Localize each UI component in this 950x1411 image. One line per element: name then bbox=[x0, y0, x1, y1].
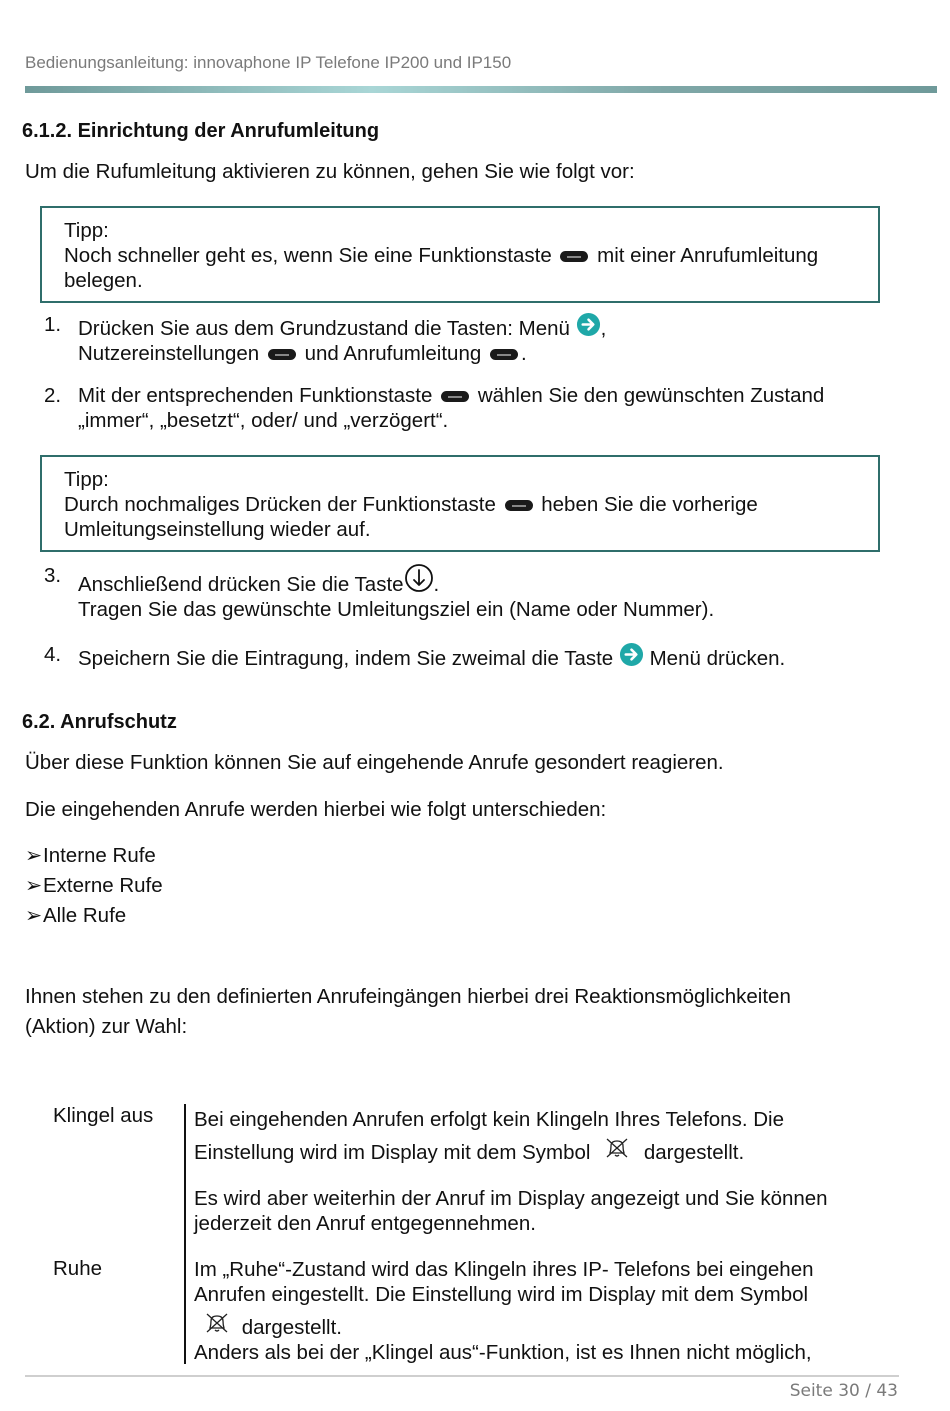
step-text: . bbox=[433, 573, 440, 596]
step-text: Mit der entsprechenden Funktionstaste bbox=[78, 384, 433, 407]
down-arrow-icon bbox=[404, 563, 434, 593]
tip-label: Tipp: bbox=[64, 219, 109, 242]
paragraph: Die eingehenden Anrufe werden hierbei wie folgt unterschieden: bbox=[25, 798, 607, 821]
step-number: 3. bbox=[44, 564, 62, 587]
tip-text-line bbox=[64, 492, 856, 517]
step-text: wählen Sie den gewünschten Zustand bbox=[477, 384, 825, 407]
step-text: . bbox=[520, 342, 527, 365]
tip-text: Umleitungseinstellung wieder auf. bbox=[64, 518, 371, 541]
table-row-label: Klingel aus bbox=[53, 1104, 154, 1127]
cell-text: dargestellt. bbox=[643, 1141, 745, 1164]
step-text: Anschließend drücken Sie die Taste bbox=[78, 573, 404, 596]
table-row-label: Ruhe bbox=[53, 1257, 103, 1280]
step-text: „immer“, „besetzt“, oder/ und „verzögert“. bbox=[78, 409, 449, 432]
step-4 bbox=[44, 642, 904, 670]
cell-text: Einstellung wird im Display mit dem Symbol bbox=[194, 1141, 591, 1164]
bullet-list bbox=[25, 841, 163, 931]
table-cell bbox=[194, 1186, 894, 1236]
step-number: 4. bbox=[44, 643, 62, 666]
header-divider bbox=[25, 86, 937, 93]
list-item-text: Externe Rufe bbox=[43, 874, 163, 897]
function-key-icon bbox=[268, 349, 296, 360]
tip-label: Tipp: bbox=[64, 468, 109, 491]
step-text: und Anrufumleitung bbox=[304, 342, 482, 365]
cell-text: Im „Ruhe“-Zustand wird das Klingeln ihres IP- Telefons bei eingehen bbox=[194, 1258, 814, 1281]
function-key-icon bbox=[560, 251, 588, 262]
cell-text: Anrufen eingestellt. Die Einstellung wird im Display mit dem Symbol bbox=[194, 1283, 809, 1306]
cell-text: Bei eingehenden Anrufen erfolgt kein Klingeln Ihres Telefons. Die bbox=[194, 1108, 784, 1131]
list-item bbox=[25, 901, 163, 931]
tip-box-2 bbox=[40, 455, 880, 552]
step-number: 2. bbox=[44, 384, 62, 407]
step-text: Nutzereinstellungen bbox=[78, 342, 260, 365]
tip-text: Noch schneller geht es, wenn Sie eine Funktionstaste bbox=[64, 244, 552, 267]
step-text: Tragen Sie das gewünschte Umleitungsziel ein (Name oder Nummer). bbox=[78, 598, 715, 621]
page-number: Seite 30 / 43 bbox=[789, 1381, 898, 1401]
list-item bbox=[25, 841, 163, 871]
menu-arrow-icon bbox=[576, 312, 601, 337]
list-item bbox=[25, 871, 163, 901]
cell-text: Es wird aber weiterhin der Anruf im Display angezeigt und Sie können bbox=[194, 1187, 828, 1210]
step-text: Drücken Sie aus dem Grundzustand die Tasten: Menü bbox=[78, 317, 570, 340]
bullet-arrow-icon: ➢ bbox=[25, 904, 43, 927]
cell-text: jederzeit den Anruf entgegennehmen. bbox=[194, 1212, 536, 1235]
paragraph-line: (Aktion) zur Wahl: bbox=[25, 1015, 188, 1038]
function-key-icon bbox=[441, 391, 469, 402]
step-1 bbox=[44, 312, 904, 364]
table-cell bbox=[194, 1257, 894, 1365]
tip-text: Durch nochmaliges Drücken der Funktionstaste bbox=[64, 493, 496, 516]
step-3 bbox=[44, 563, 904, 621]
section-heading-612: 6.1.2. Einrichtung der Anrufumleitung bbox=[22, 120, 380, 142]
bell-off-icon bbox=[604, 1136, 630, 1160]
step-text: , bbox=[600, 317, 607, 340]
bullet-arrow-icon: ➢ bbox=[25, 844, 43, 867]
table-cell bbox=[194, 1104, 894, 1169]
tip-text: mit einer Anrufumleitung bbox=[597, 244, 819, 267]
tip-box-1 bbox=[40, 206, 880, 303]
step-text: Speichern Sie die Eintragung, indem Sie zweimal die Taste bbox=[78, 647, 614, 670]
step-2 bbox=[44, 383, 904, 435]
step-number: 1. bbox=[44, 313, 62, 336]
paragraph: Über diese Funktion können Sie auf eingehende Anrufe gesondert reagieren. bbox=[25, 751, 724, 774]
function-key-icon bbox=[505, 500, 533, 511]
bullet-arrow-icon: ➢ bbox=[25, 874, 43, 897]
table-divider bbox=[184, 1104, 186, 1364]
tip-text-line bbox=[64, 243, 856, 268]
cell-text: dargestellt. bbox=[241, 1316, 342, 1339]
paragraph-line: Ihnen stehen zu den definierten Anrufeingängen hierbei drei Reaktionsmöglichkeiten bbox=[25, 985, 791, 1008]
function-key-icon bbox=[490, 349, 518, 360]
list-item-text: Alle Rufe bbox=[43, 904, 127, 927]
paragraph bbox=[25, 982, 791, 1042]
bell-off-icon bbox=[204, 1311, 230, 1335]
step-text: Menü drücken. bbox=[649, 647, 786, 670]
menu-arrow-icon bbox=[619, 642, 644, 667]
footer-divider bbox=[25, 1375, 899, 1377]
section-heading-62: 6.2. Anrufschutz bbox=[22, 711, 177, 733]
cell-text: Anders als bei der „Klingel aus“-Funktion, ist es Ihnen nicht möglich, bbox=[194, 1341, 812, 1364]
header-title: Bedienungsanleitung: innovaphone IP Telefone IP200 und IP150 bbox=[25, 53, 512, 72]
list-item-text: Interne Rufe bbox=[43, 844, 156, 867]
tip-text: heben Sie die vorherige bbox=[541, 493, 758, 516]
tip-text: belegen. bbox=[64, 269, 143, 292]
section-intro: Um die Rufumleitung aktivieren zu können, gehen Sie wie folgt vor: bbox=[25, 160, 635, 183]
